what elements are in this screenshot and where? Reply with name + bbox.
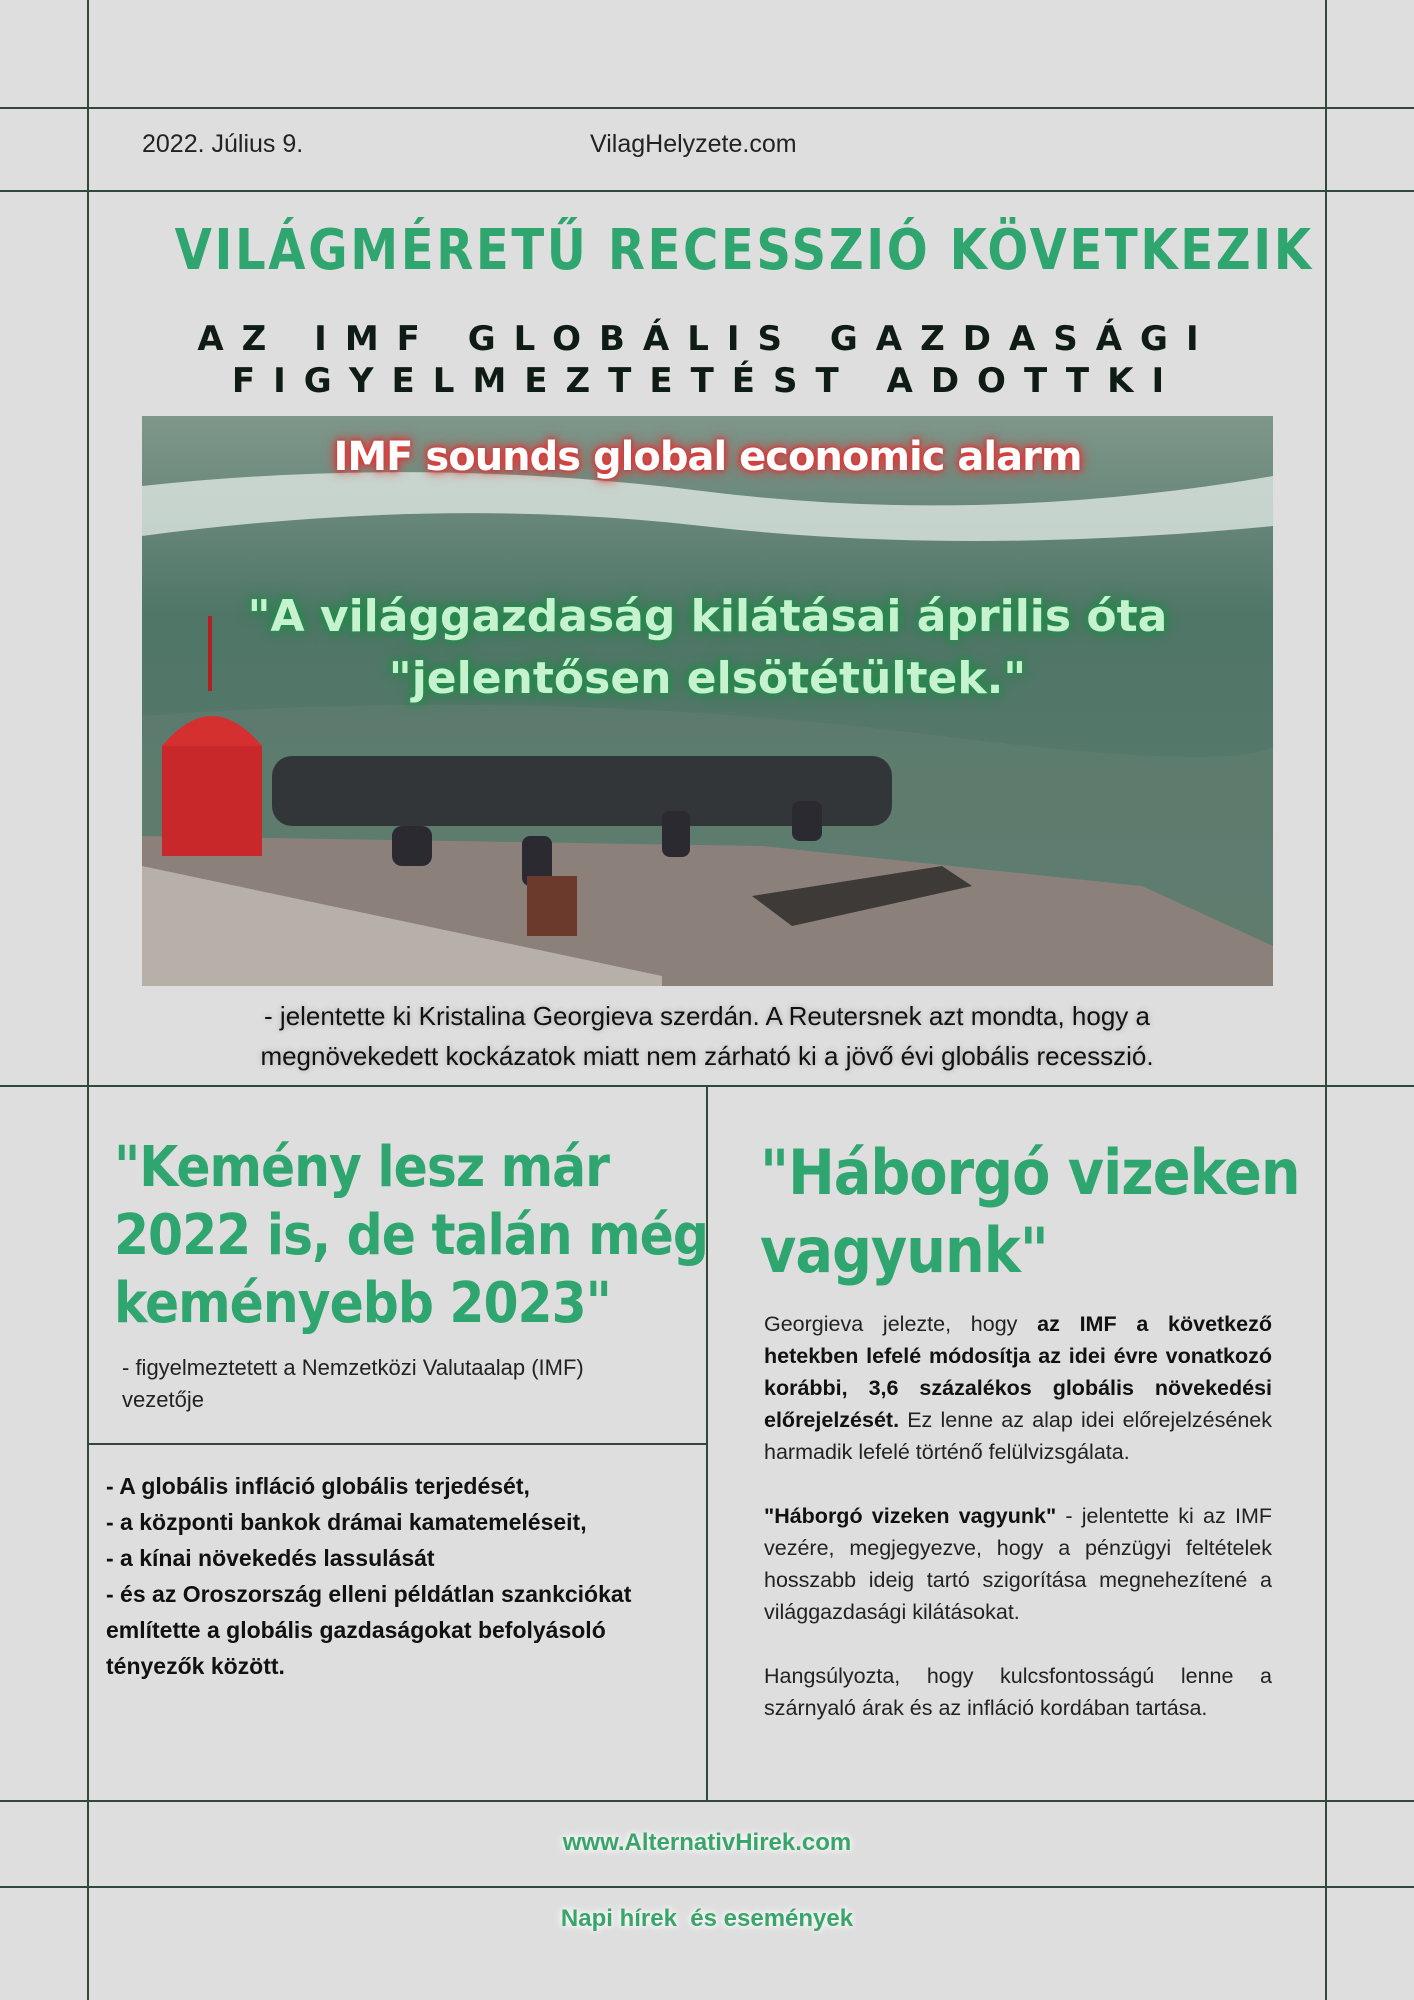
lighthouse-body: [162, 746, 262, 856]
attribution-line: vezetője: [122, 1387, 204, 1412]
factors-list: [106, 1468, 686, 1684]
hero-quote-line: "A világgazdaság kilátásai április óta: [247, 591, 1168, 642]
grid-line-top: [0, 107, 1414, 109]
hero-banner: IMF sounds global economic alarm: [333, 434, 1082, 480]
left-pull-quote: [114, 1134, 714, 1338]
hero-image: [142, 416, 1273, 986]
footer-url[interactable]: www.AlternativHirek.com: [562, 1829, 852, 1856]
caption-line: megnövekedett kockázatok miatt nem zárható ki a jövő évi globális recesszió.: [260, 1041, 1154, 1071]
factor-item: tényezők között.: [106, 1653, 285, 1679]
left-section-divider: [87, 1443, 707, 1445]
pull-quote-line: "Kemény lesz már: [114, 1135, 610, 1200]
kiosk: [527, 876, 577, 936]
pull-quote-line: 2022 is, de talán még: [114, 1203, 708, 1268]
pull-quote-line: keményebb 2023": [114, 1271, 611, 1336]
site-name: VilagHelyzete.com: [590, 130, 797, 158]
grid-line-footer-mid: [0, 1886, 1414, 1888]
issue-date: 2022. Július 9.: [142, 130, 304, 158]
attribution-line: - figyelmeztetett a Nemzetközi Valutaalap (IMF): [122, 1355, 584, 1380]
factor-item: - a központi bankok drámai kamatemeléseit,: [106, 1509, 587, 1535]
grid-line-right: [1325, 0, 1327, 2000]
factor-item: - és az Oroszország elleni példátlan szankciókat: [106, 1581, 632, 1607]
grid-line-footer-top: [0, 1800, 1414, 1802]
grid-line-header-bottom: [0, 190, 1414, 192]
factor-item: - a kínai növekedés lassulását: [106, 1545, 435, 1571]
hero-quote: [142, 586, 1273, 710]
pull-quote-line: vagyunk": [760, 1214, 1048, 1287]
pull-quote-line: "Háborgó vizeken: [760, 1136, 1300, 1209]
article-body: [764, 1308, 1272, 1756]
subtitle-line: AZ IMF GLOBÁLIS GAZDASÁGI: [197, 319, 1217, 359]
text: Georgieva jelezte, hogy: [764, 1312, 1038, 1336]
paragraph: [764, 1308, 1272, 1468]
text: Ez lenne az alap idei előrejelzésének harmadik lefelé történő felülvizsgálata.: [764, 1408, 1272, 1464]
paragraph: [764, 1500, 1272, 1628]
factor-item: - A globális infláció globális terjedését,: [106, 1473, 530, 1499]
page-subtitle: [120, 318, 1294, 402]
caption-line: - jelentette ki Kristalina Georgieva szerdán. A Reutersnek azt mondta, hogy a: [264, 1001, 1150, 1031]
paragraph: Hangsúlyozta, hogy kulcsfontosságú lenne a szárnyaló árak és az infláció kordában tartása.: [764, 1664, 1272, 1720]
right-pull-quote: [760, 1134, 1320, 1290]
grid-line-left: [87, 0, 89, 2000]
factor-item: említette a globális gazdaságokat befolyásoló: [106, 1617, 606, 1643]
quote-attribution: [122, 1352, 662, 1416]
text: - jelentette ki az IMF vezére, megjegyezve, hogy a pénzügyi feltételek hosszabb ideig tartó szigorítása megnehezítené a világgazdasági kilátásokat.: [764, 1504, 1272, 1624]
bold-text: "Háborgó vizeken vagyunk": [764, 1504, 1057, 1528]
subtitle-line: FIGYELMEZTETÉST ADOTTKI: [231, 361, 1183, 401]
bold-text: az IMF a következő hetekben lefelé módosítja az idei évre vonatkozó korábbi, 3,6 százalékos globális növekedési előrejelzését.: [764, 1312, 1272, 1432]
hero-quote-line: "jelentősen elsötétültek.": [388, 653, 1027, 704]
footer-tagline: Napi hírek és események: [560, 1905, 854, 1932]
hero-caption: [120, 996, 1294, 1076]
page-title: VILÁGMÉRETŰ RECESSZIÓ KÖVETKEZIK: [174, 218, 1314, 283]
